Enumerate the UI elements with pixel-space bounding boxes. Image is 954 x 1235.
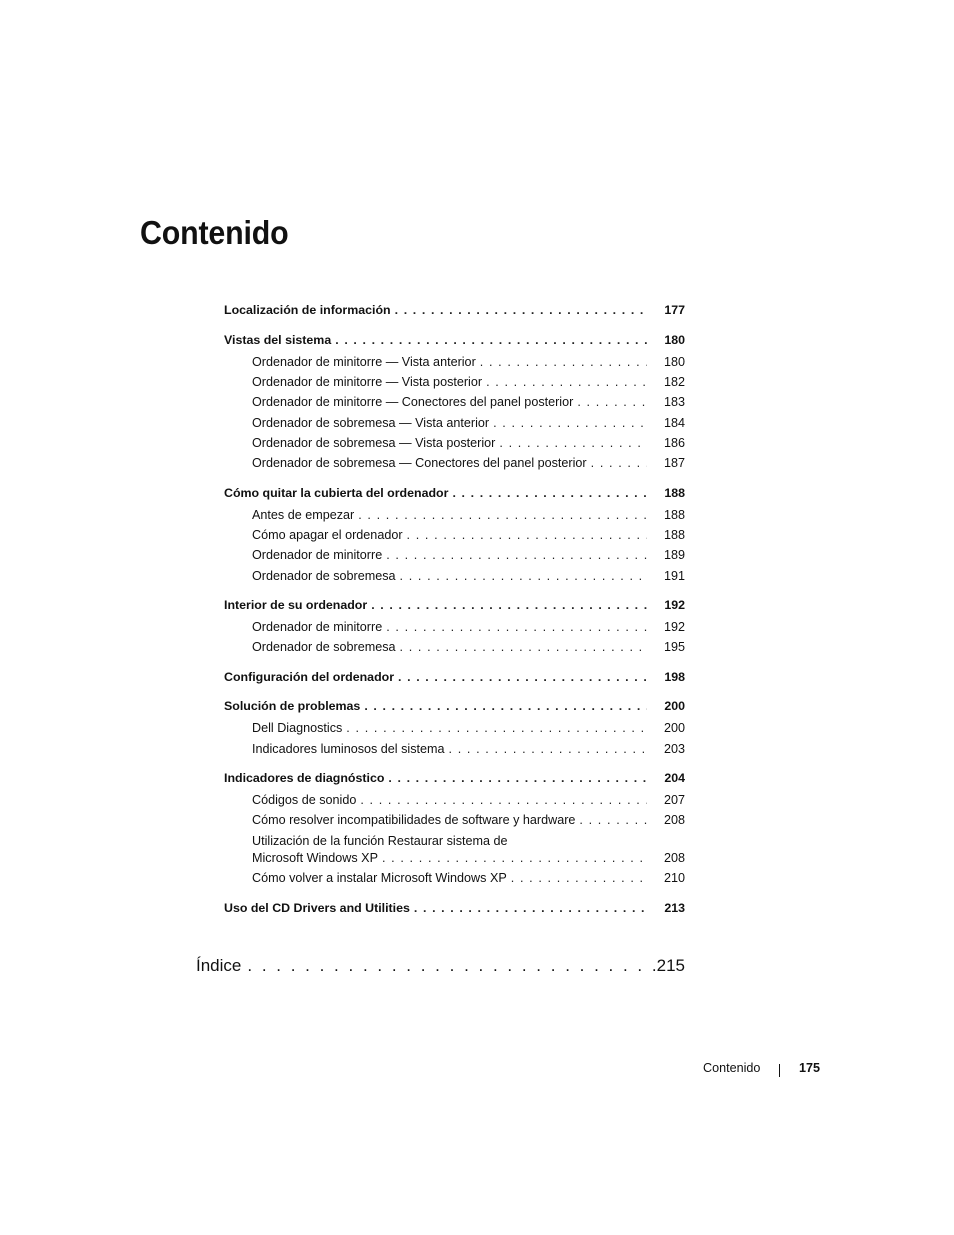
dot-leader xyxy=(452,486,647,500)
dot-leader xyxy=(480,355,647,369)
toc-subentry[interactable] xyxy=(252,871,685,889)
toc-entry-page: 191 xyxy=(663,569,685,583)
toc-subentry[interactable] xyxy=(252,813,685,831)
dot-leader xyxy=(388,771,647,785)
toc-subentry[interactable] xyxy=(252,548,685,566)
dot-leader xyxy=(493,416,647,430)
toc-entry-label: Indicadores de diagnóstico xyxy=(224,771,385,785)
dot-leader xyxy=(579,813,647,827)
toc-entry-label: Ordenador de sobremesa — Vista posterior xyxy=(252,436,496,450)
toc-entry-label: Ordenador de sobremesa — Conectores del panel posterior xyxy=(252,456,587,470)
toc-subentry[interactable] xyxy=(252,721,685,739)
toc-entry-label: Cómo quitar la cubierta del ordenador xyxy=(224,486,449,500)
toc-entry-page: 188 xyxy=(664,486,685,500)
toc-subentry[interactable] xyxy=(252,851,685,869)
page-title: Contenido xyxy=(140,214,289,251)
toc-subentry[interactable] xyxy=(252,620,685,638)
toc-entry[interactable] xyxy=(224,901,685,919)
toc-subentry[interactable] xyxy=(252,528,685,546)
toc-entry-label: Uso del CD Drivers and Utilities xyxy=(224,901,410,915)
page-number: 175 xyxy=(799,1061,821,1075)
toc-entry-page: 210 xyxy=(663,871,685,885)
toc-subentry[interactable] xyxy=(252,569,685,587)
dot-leader xyxy=(364,699,647,713)
toc-entry[interactable] xyxy=(224,699,685,717)
toc-entry-page: 195 xyxy=(663,640,685,654)
dot-leader xyxy=(358,508,647,522)
toc-entry[interactable] xyxy=(224,303,685,321)
toc-entry-page: 182 xyxy=(663,375,685,389)
toc-entry[interactable] xyxy=(224,333,685,351)
toc-entry-page: 188 xyxy=(663,528,685,542)
dot-leader xyxy=(407,528,647,542)
toc-entry[interactable] xyxy=(224,486,685,504)
toc-entry-label: Ordenador de sobremesa — Vista anterior xyxy=(252,416,490,430)
toc-entry-label: Vistas del sistema xyxy=(224,333,332,347)
dot-leader xyxy=(386,548,647,562)
toc-entry-page: 180 xyxy=(664,333,685,347)
toc-entry-label: Interior de su ordenador xyxy=(224,598,368,612)
toc-entry-page: 198 xyxy=(664,670,685,684)
toc-entry-label: Ordenador de minitorre — Vista posterior xyxy=(252,375,483,389)
toc-entry-label: Ordenador de minitorre — Vista anterior xyxy=(252,355,476,369)
index-entry-page: 215 xyxy=(656,956,685,975)
toc-entry-label: Ordenador de minitorre — Conectores del panel posterior xyxy=(252,395,574,409)
toc-entry-label: Cómo apagar el ordenador xyxy=(252,528,403,542)
index-entry-label: Índice xyxy=(196,956,242,975)
dot-leader xyxy=(360,793,647,807)
dot-leader xyxy=(414,901,647,915)
footer-separator xyxy=(779,1064,780,1077)
dot-leader xyxy=(247,956,656,976)
dot-leader xyxy=(577,395,647,409)
toc-entry-label: Indicadores luminosos del sistema xyxy=(252,742,445,756)
dot-leader xyxy=(346,721,647,735)
dot-leader xyxy=(386,620,647,634)
toc-subentry[interactable] xyxy=(252,416,685,434)
toc-entry-label: Cómo volver a instalar Microsoft Windows XP xyxy=(252,871,507,885)
toc-subentry[interactable] xyxy=(252,355,685,373)
toc-entry-label: Ordenador de minitorre xyxy=(252,548,383,562)
toc-entry-label: Ordenador de sobremesa xyxy=(252,569,396,583)
toc-entry-page: 207 xyxy=(663,793,685,807)
toc-entry-page: 192 xyxy=(663,620,685,634)
toc-entry-page: 208 xyxy=(663,813,685,827)
dot-leader xyxy=(499,436,647,450)
toc-entry-page: 177 xyxy=(664,303,685,317)
toc-entry-label: Antes de empezar xyxy=(252,508,355,522)
toc-subentry[interactable] xyxy=(252,436,685,454)
toc-subentry[interactable] xyxy=(252,742,685,760)
toc-entry-label: Localización de información xyxy=(224,303,391,317)
toc-subentry[interactable] xyxy=(252,456,685,474)
toc-entry-page: 184 xyxy=(663,416,685,430)
toc-subentry[interactable] xyxy=(252,640,685,658)
toc-entry-page: 208 xyxy=(663,851,685,865)
toc-entry-page: 183 xyxy=(663,395,685,409)
toc-entry-label: Cómo resolver incompatibilidades de software y hardware xyxy=(252,813,576,827)
dot-leader xyxy=(486,375,647,389)
toc-entry-label: Ordenador de sobremesa xyxy=(252,640,396,654)
toc-entry-page: 203 xyxy=(663,742,685,756)
dot-leader xyxy=(395,303,647,317)
toc-entry-label: Ordenador de minitorre xyxy=(252,620,383,634)
dot-leader xyxy=(398,670,647,684)
dot-leader xyxy=(449,742,648,756)
toc-entry-page: 192 xyxy=(664,598,685,612)
toc-entry-page: 180 xyxy=(663,355,685,369)
toc-entry-page: 213 xyxy=(664,901,685,915)
toc-entry-page: 200 xyxy=(663,721,685,735)
dot-leader xyxy=(591,456,647,470)
toc-entry-label: Configuración del ordenador xyxy=(224,670,395,684)
dot-leader xyxy=(335,333,647,347)
dot-leader xyxy=(400,569,647,583)
toc-entry-page: 187 xyxy=(663,456,685,470)
toc-entry-label: Microsoft Windows XP xyxy=(252,851,378,865)
toc-entry[interactable] xyxy=(224,670,685,688)
toc-subentry-first-line[interactable]: Utilización de la función Restaurar sistema de xyxy=(252,834,508,848)
toc-entry[interactable] xyxy=(224,598,685,616)
dot-leader xyxy=(382,851,647,865)
toc-entry-page: 204 xyxy=(664,771,685,785)
dot-leader xyxy=(371,598,647,612)
toc-entry-label: Códigos de sonido xyxy=(252,793,357,807)
toc-entry-page: 188 xyxy=(663,508,685,522)
toc-entry-page: 189 xyxy=(663,548,685,562)
toc-entry-page: 186 xyxy=(663,436,685,450)
toc-entry-page: 200 xyxy=(664,699,685,713)
toc-entry[interactable] xyxy=(224,771,685,789)
index-entry[interactable] xyxy=(196,956,685,980)
toc-subentry[interactable] xyxy=(252,508,685,526)
footer-label: Contenido xyxy=(703,1061,761,1075)
toc-subentry[interactable] xyxy=(252,375,685,393)
dot-leader xyxy=(511,871,647,885)
dot-leader xyxy=(400,640,647,654)
toc-entry-label: Solución de problemas xyxy=(224,699,361,713)
toc-subentry[interactable] xyxy=(252,395,685,413)
toc-subentry[interactable] xyxy=(252,793,685,811)
toc-entry-label: Dell Diagnostics xyxy=(252,721,343,735)
